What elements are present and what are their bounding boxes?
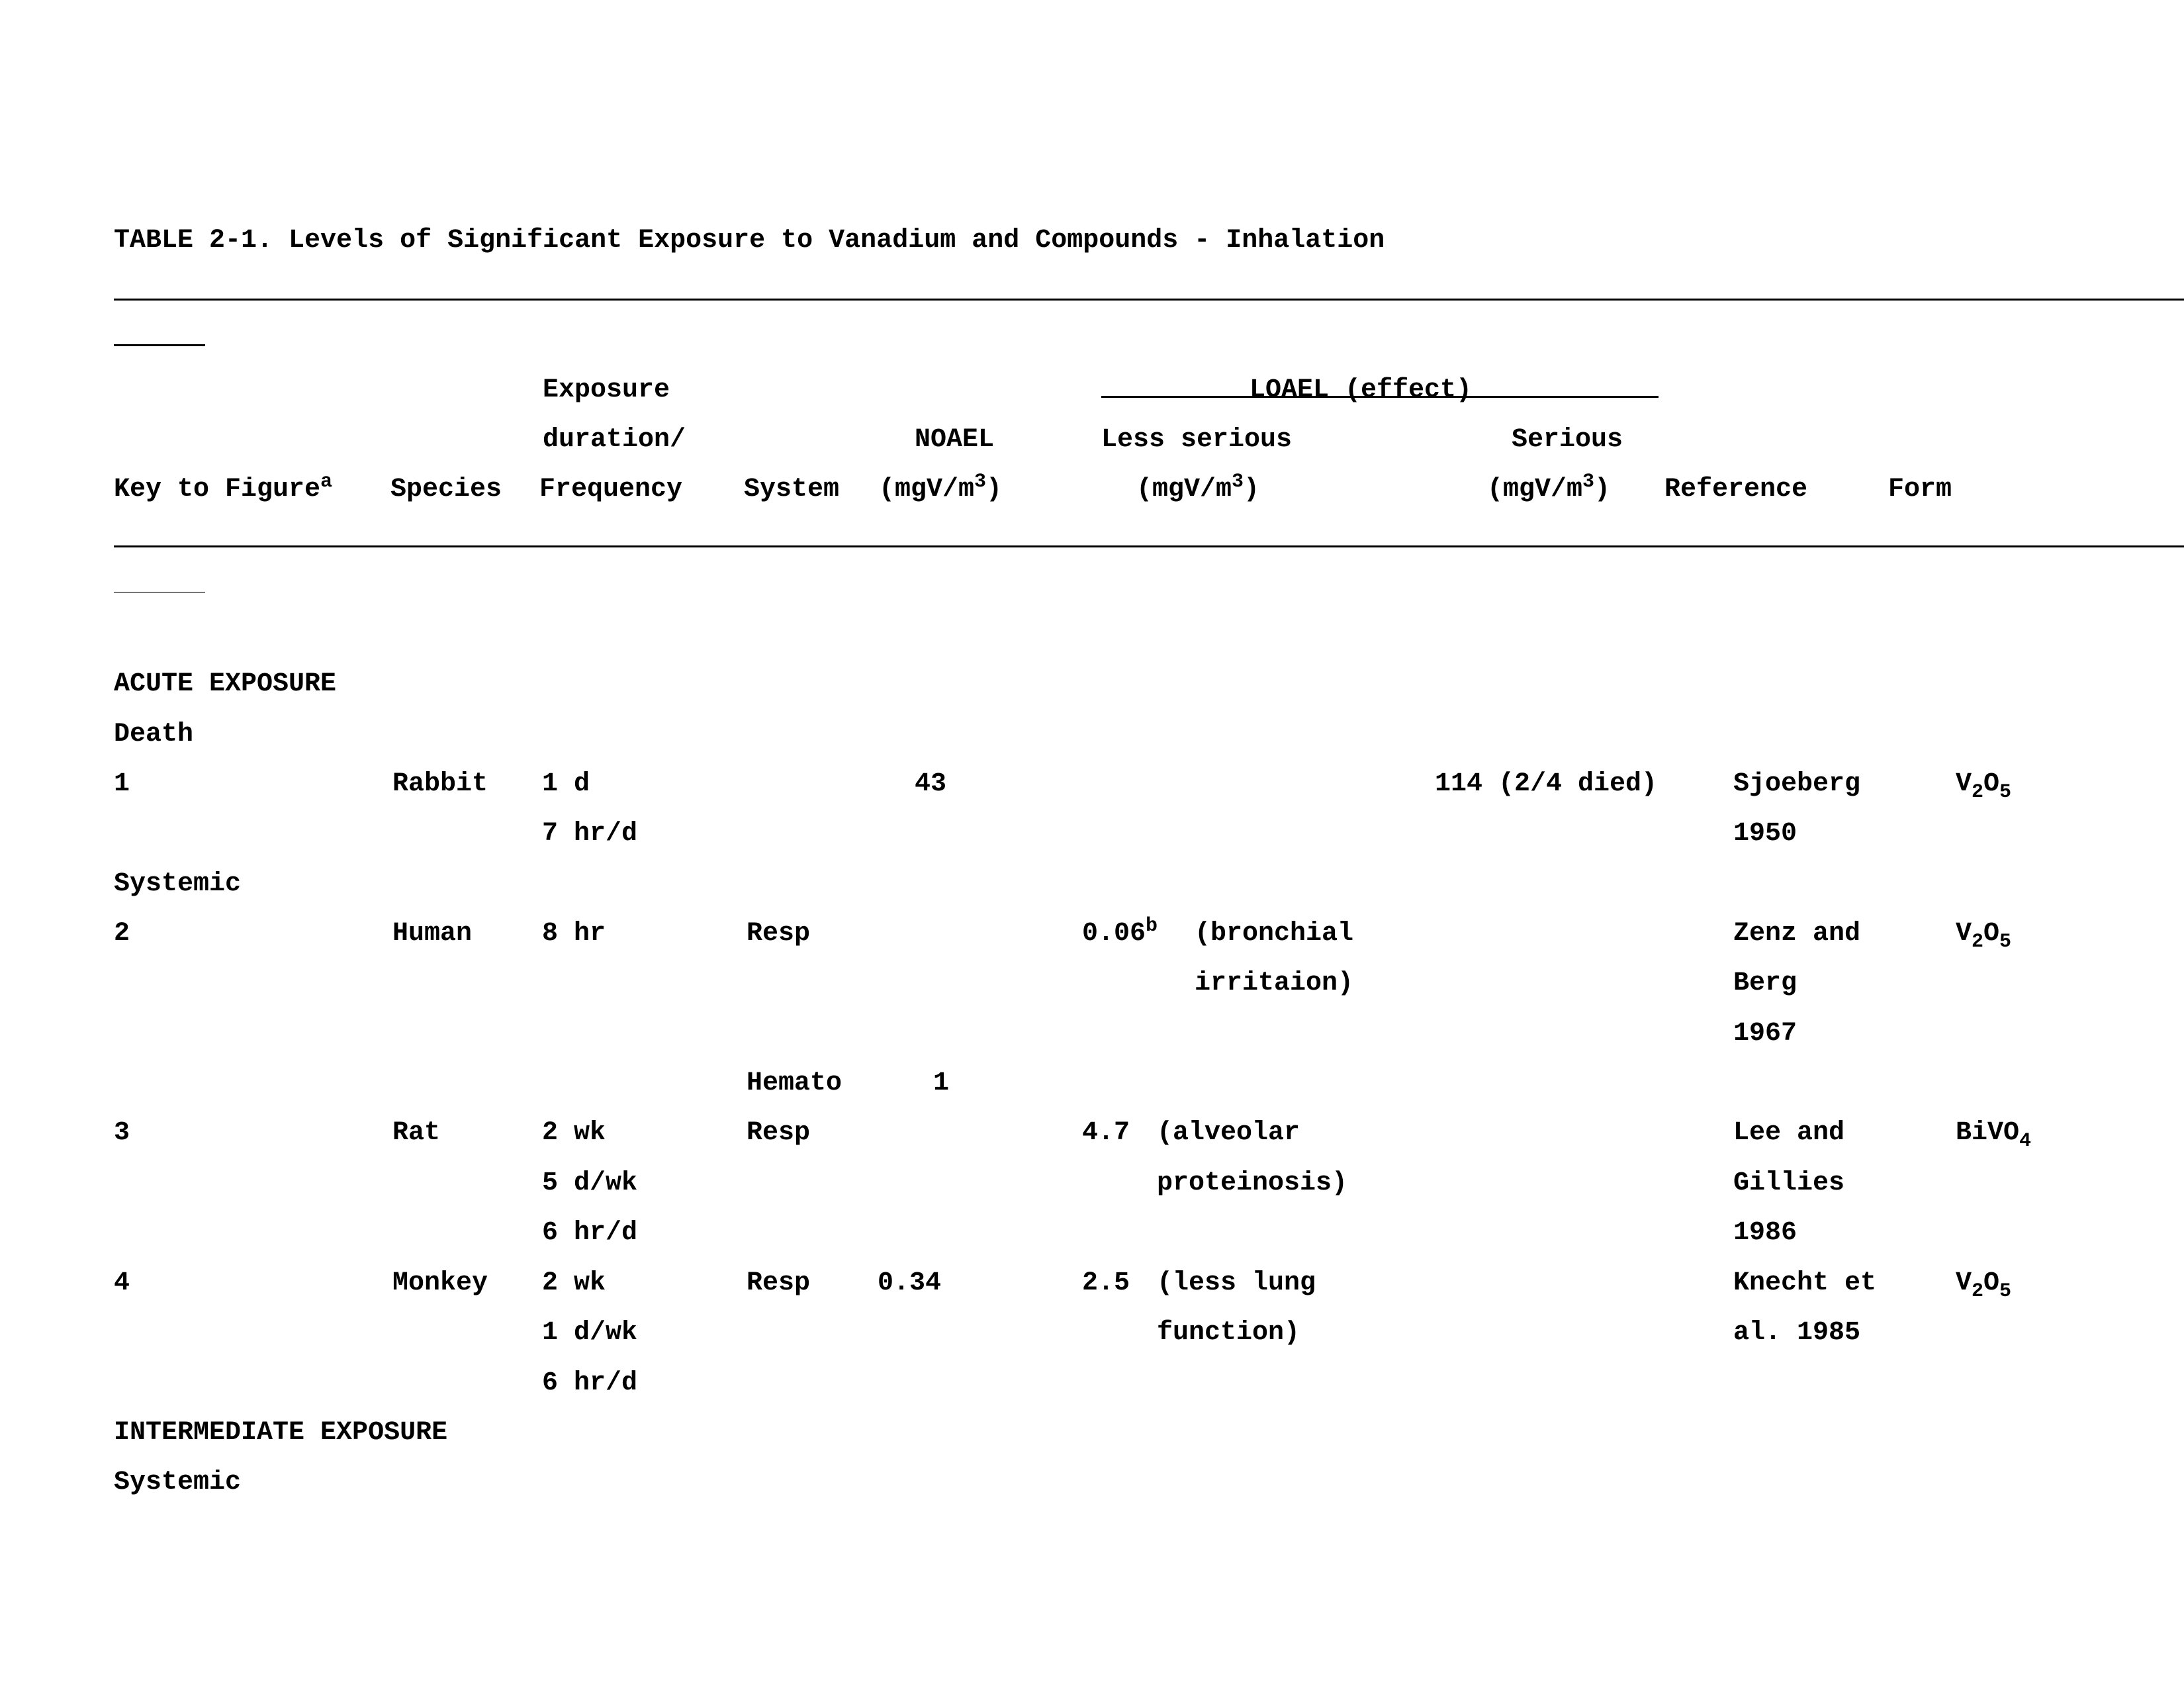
- row1-noael: 43: [915, 769, 947, 799]
- header-serious-2: $(mgV/m^3)$: [1487, 471, 1611, 504]
- row1-exposure-1: 1 d: [542, 769, 590, 799]
- header-exposure-3: Frequency: [539, 475, 683, 504]
- header-system: System: [744, 475, 840, 504]
- row4-less-serious-value: 2.5: [1082, 1268, 1130, 1298]
- header-reference: Reference: [1664, 475, 1808, 504]
- row2b-system: Hemato: [747, 1068, 842, 1098]
- row3-key: 3: [114, 1118, 130, 1148]
- row2-less-serious-effect-2: irritaion): [1195, 968, 1354, 998]
- row2-species: Human: [392, 919, 473, 949]
- row3-reference-2: Gillies: [1733, 1168, 1845, 1198]
- header-serious-1: Serious: [1512, 425, 1623, 455]
- header-exposure-1: Exposure: [543, 375, 670, 405]
- row2-reference-3: 1967: [1733, 1019, 1797, 1049]
- row1-exposure-2: 7 hr/d: [542, 819, 638, 849]
- row3-reference-3: 1986: [1733, 1218, 1797, 1248]
- row3-less-serious-effect-2: proteinosis): [1157, 1168, 1348, 1198]
- row2-form: $V_2O_5$: [1956, 919, 2012, 953]
- section-acute-exposure: ACUTE EXPOSURE: [114, 669, 337, 699]
- row1-serious: 114 (2/4 died): [1435, 769, 1658, 799]
- row3-reference-1: Lee and: [1733, 1118, 1845, 1148]
- header-key-to-figure: Key to Figure$^a$: [114, 471, 333, 504]
- row3-less-serious-value: 4.7: [1082, 1118, 1130, 1148]
- row3-less-serious-effect-1: (alveolar: [1157, 1118, 1300, 1148]
- header-noael-2: $(mgV/m^3)$: [879, 471, 1003, 504]
- header-species: Species: [390, 475, 502, 504]
- row3-exposure-1: 2 wk: [542, 1118, 606, 1148]
- header-less-serious-1: Less serious: [1101, 425, 1293, 455]
- row2b-noael: 1: [933, 1068, 950, 1098]
- row3-system: Resp: [747, 1118, 811, 1148]
- row4-species: Monkey: [392, 1268, 488, 1298]
- header-bottom-rule: [114, 545, 2184, 547]
- section-systemic-acute: Systemic: [114, 869, 242, 899]
- row1-form: $V_2O_5$: [1956, 769, 2012, 804]
- row2-system: Resp: [747, 919, 811, 949]
- row1-key: 1: [114, 769, 130, 799]
- row4-noael: 0.34: [878, 1268, 942, 1298]
- row4-reference-1: Knecht et: [1733, 1268, 1877, 1298]
- row1-species: Rabbit: [392, 769, 488, 799]
- row3-species: Rat: [392, 1118, 441, 1148]
- row4-form: $V_2O_5$: [1956, 1268, 2012, 1303]
- row4-exposure-3: 6 hr/d: [542, 1368, 638, 1398]
- row1-reference-2: 1950: [1733, 819, 1797, 849]
- row4-system: Resp: [747, 1268, 811, 1298]
- row1-reference-1: Sjoeberg: [1733, 769, 1861, 799]
- row2-reference-1: Zenz and: [1733, 919, 1861, 949]
- row4-less-serious-effect-1: (less lung: [1157, 1268, 1316, 1298]
- header-noael-1: NOAEL: [915, 425, 995, 455]
- section-intermediate-exposure: INTERMEDIATE EXPOSURE: [114, 1418, 448, 1448]
- row2-exposure-1: 8 hr: [542, 919, 606, 949]
- header-exposure-2: duration/: [543, 425, 686, 455]
- row2-less-serious-value: 0.06$^b$: [1082, 915, 1158, 949]
- section-death: Death: [114, 720, 194, 749]
- row3-exposure-2: 5 d/wk: [542, 1168, 638, 1198]
- row4-exposure-1: 2 wk: [542, 1268, 606, 1298]
- header-loael-group: LOAEL (effect): [1250, 375, 1473, 405]
- row4-less-serious-effect-2: function): [1157, 1318, 1300, 1348]
- row4-key: 4: [114, 1268, 130, 1298]
- row2-less-serious-effect-1: (bronchial: [1195, 919, 1354, 949]
- row2-reference-2: Berg: [1733, 968, 1797, 998]
- row3-exposure-3: 6 hr/d: [542, 1218, 638, 1248]
- header-less-serious-2: $(mgV/m^3)$: [1136, 471, 1260, 504]
- row4-exposure-2: 1 d/wk: [542, 1318, 638, 1348]
- header-bottom-short-rule: [114, 592, 205, 593]
- row3-form: BiVO$_4$: [1956, 1118, 2032, 1152]
- header-top-rule: [114, 299, 2184, 301]
- row2-key: 2: [114, 919, 130, 949]
- header-short-rule: [114, 344, 205, 346]
- section-systemic-intermediate: Systemic: [114, 1468, 242, 1497]
- header-form: Form: [1888, 475, 1952, 504]
- row4-reference-2: al. 1985: [1733, 1318, 1861, 1348]
- table-title: TABLE 2-1. Levels of Significant Exposure to Vanadium and Compounds - Inhalation: [114, 226, 1385, 256]
